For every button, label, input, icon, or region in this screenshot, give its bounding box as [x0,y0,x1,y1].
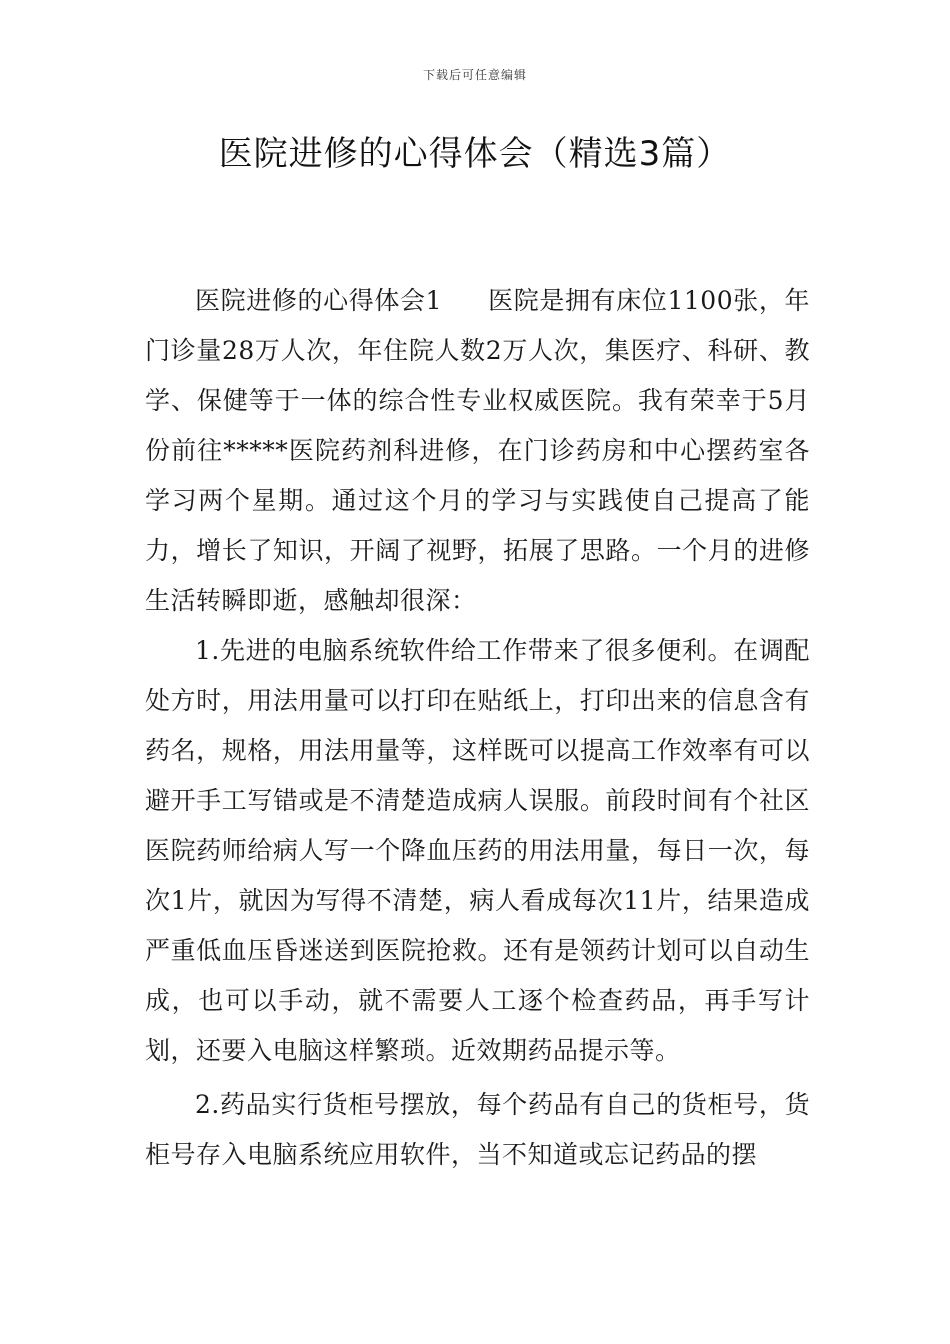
header-note: 下载后可任意编辑 [422,68,527,82]
paragraph-point-2: 2.药品实行货柜号摆放，每个药品有自己的货柜号，货柜号存入电脑系统应用软件，当不知道或忘记药品的摆 [145,1090,810,1169]
paragraph-text: 医院是拥有床位1100张，年门诊量28万人次，年住院人数2万人次，集医疗、科研、教学、保健等于一体的综合性专业权威医院。我有荣幸于5月份前往*****医院药剂科进修，在门诊药房和中心摆药室各学习两个星期。通过这个月的学习与实践使自己提高了能力，增长了知识，开阔了视野，拓展了思路。一个月的进修生活转瞬即逝，感触却很深： [145,286,810,615]
document-title: 医院进修的心得体会（精选3篇） [218,134,732,174]
paragraph-point-1: 1.先进的电脑系统软件给工作带来了很多便利。在调配处方时，用法用量可以打印在贴纸上，打印出来的信息含有药名，规格，用法用量等，这样既可以提高工作效率有可以避开手工写错或是不清楚造成病人误服。前段时间有个社区医院药师给病人写一个降血压药的用法用量，每日一次，每次1片，就因为写得不清楚，病人看成每次11片，结果造成严重低血压昏迷送到医院抢救。还有是领药计划可以自动生成，也可以手动，就不需要人工逐个检查药品，再手写计划，还要入电脑这样繁琐。近效期药品提示等。 [145,636,810,1065]
document-body [145,276,810,1180]
paragraph-intro [145,276,810,626]
paragraph-lead: 医院进修的心得体会1 [195,286,443,315]
